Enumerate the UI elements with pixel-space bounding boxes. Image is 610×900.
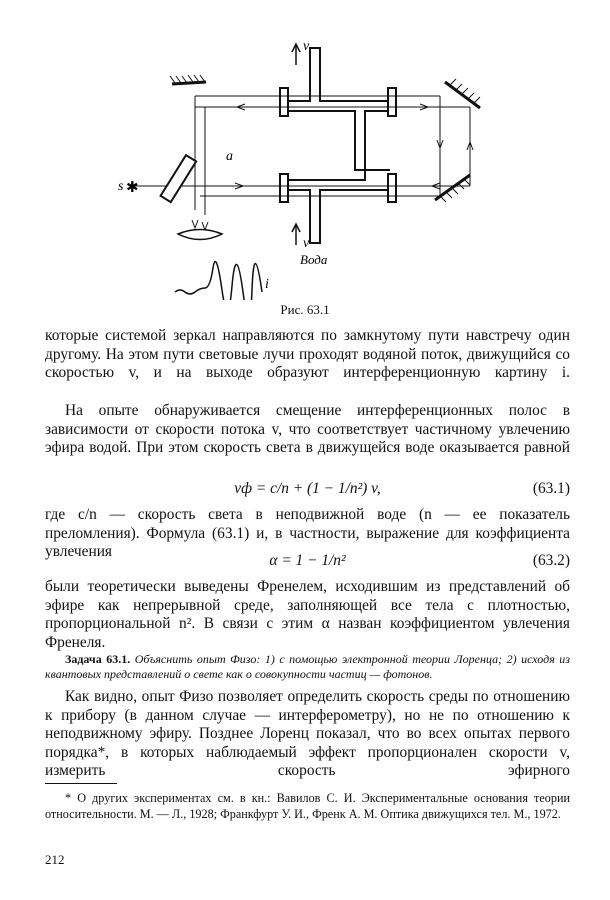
fizeau-diagram [0,0,610,300]
equation-63-2-number: (63.2) [532,552,570,569]
equation-63-1-number: (63.1) [532,480,570,497]
equation-63-1 [45,480,570,500]
equation-63-1-formula: vф = c/n + (1 − 1/n²) v, [234,480,381,497]
label-v-top: v [303,39,310,54]
task-63-1 [45,652,570,682]
equation-63-2-formula: α = 1 − 1/n² [269,552,346,569]
svg-text:✱: ✱ [126,178,139,196]
figure-caption: Рис. 63.1 [280,302,330,317]
equation-63-2 [45,552,570,572]
label-i: i [265,277,269,292]
paragraph-3: где c/n — скорость света в неподвижной воде (n — ее показатель преломления). Формула (63.1) и, в частности, выражение для коэффициента увлечения [45,506,570,561]
paragraph-2: На опыте обнаруживается смещение интерференционных полос в зависимости от скорости потока v, что соответствует частичному увлечению эфира водой. При этом скорость света в движущейся воде оказывается равной [45,402,570,457]
footnote: * О других экспериментах см. в кн.: Вавилов С. И. Экспериментальные основания теории относительности. М. — Л., 1928; Франкфурт У. И., Френк А. М. Оптика движущихся тел. М., 1972. [45,791,570,821]
footnote-rule [45,783,117,784]
label-v-bottom: v [303,236,310,251]
paragraph-1: которые системой зеркал направляются по замкнутому пути навстречу один другому. На этом пути световые лучи проходят водяной поток, движущийся со скоростью v, и на выходе образуют интерференционную картину i. [45,327,570,382]
task-text: Объяснить опыт Физо: 1) с помощью электронной теории Лоренца; 2) исходя из квантовых представлений о свете как о совокупности частиц — фотонов. [45,652,570,681]
label-a: a [226,149,233,164]
paragraph-4: были теоретически выведены Френелем, исходившим из представлений об эфире как непрерывной среде, заполняющей все тела с плотностью, пропорциональной n². В связи с этим α назван коэффициентом увлечения Френеля. [45,578,570,651]
task-label: Задача 63.1. [65,652,131,666]
label-water: Вода [300,252,328,267]
paragraph-5: Как видно, опыт Физо позволяет определить скорость среды по отношению к прибору (в данном случае — интерферометру), но не по отношению к неподвижному эфиру. Позднее Лоренц показал, что во всех опытах первого порядка*, в которых наблюдаемый эффект пропорционален скорости v, измерить скорость эфирного [45,688,570,780]
svg-text:s: s [118,179,124,194]
page-number: 212 [45,852,65,867]
